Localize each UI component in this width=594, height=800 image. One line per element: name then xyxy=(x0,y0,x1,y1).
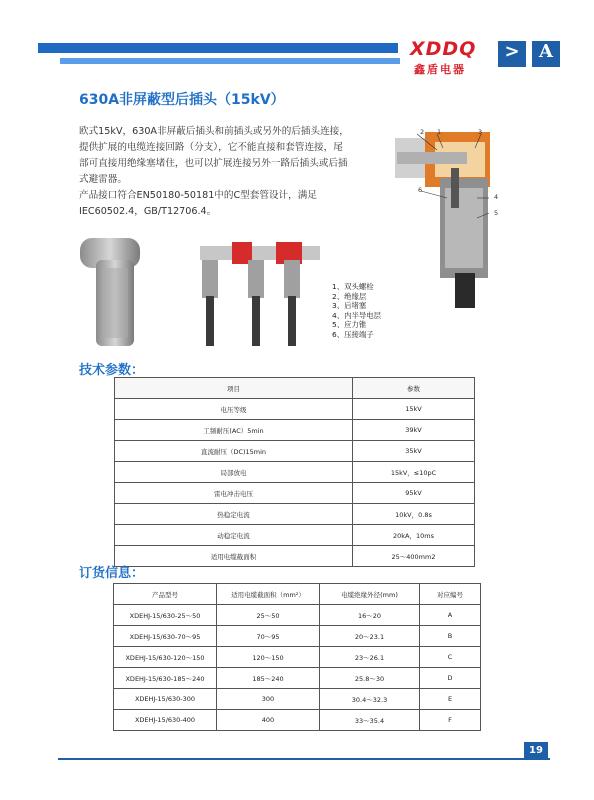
assembly-photo xyxy=(192,236,327,348)
cell: XDEHJ-15/630-185～240 xyxy=(114,668,217,689)
cell: 直流耐压（DC)15min xyxy=(115,441,353,462)
description-line: 产品接口符合EN50180-50181中的C型套管设计，满足 xyxy=(79,190,317,201)
callout-number: 2 xyxy=(420,128,425,136)
cell: 20～23.1 xyxy=(320,626,420,647)
cell: 120～150 xyxy=(217,647,320,668)
cell: XDEHJ-15/630-400 xyxy=(114,710,217,731)
cell: 23～26.1 xyxy=(320,647,420,668)
cell: 35kV xyxy=(353,441,475,462)
cell: 适用电缆截面积 xyxy=(115,546,353,567)
page-number: 19 xyxy=(524,742,548,760)
header-stripe xyxy=(38,43,398,53)
brand-name-cn: 鑫盾电器 xyxy=(414,63,466,76)
callout-number: 4 xyxy=(494,193,499,201)
column-header: 项目 xyxy=(115,378,353,399)
callout-number: 3 xyxy=(478,128,483,136)
tech-section-heading: 技术参数： xyxy=(79,363,145,378)
table-row xyxy=(114,668,481,689)
cell: 15kV，≤10pC xyxy=(353,462,475,483)
table-header-row xyxy=(114,584,481,605)
table-row xyxy=(115,483,475,504)
cell: 10kV，0.8s xyxy=(353,504,475,525)
cell: 25～50 xyxy=(217,605,320,626)
cell: 300 xyxy=(217,689,320,710)
cell: B xyxy=(420,626,481,647)
cell: 热稳定电流 xyxy=(115,504,353,525)
cell: 15kV xyxy=(353,399,475,420)
cell: D xyxy=(420,668,481,689)
cell: 20kA，10ms xyxy=(353,525,475,546)
header-stripe-secondary xyxy=(60,58,400,64)
brand-name: XDDQ xyxy=(410,38,477,60)
table-row xyxy=(114,689,481,710)
order-info-table xyxy=(113,583,481,731)
product-photo xyxy=(76,232,148,350)
cross-section-diagram xyxy=(385,118,495,308)
table-row xyxy=(114,626,481,647)
cell: XDEHJ-15/630-70～95 xyxy=(114,626,217,647)
cell: 400 xyxy=(217,710,320,731)
cell: 39kV xyxy=(353,420,475,441)
column-header: 对应编号 xyxy=(420,584,481,605)
cell: 95kV xyxy=(353,483,475,504)
cell: 25～400mm2 xyxy=(353,546,475,567)
table-row xyxy=(115,441,475,462)
table-row xyxy=(115,546,475,567)
cell: 工频耐压(AC）5min xyxy=(115,420,353,441)
cell: F xyxy=(420,710,481,731)
cell: C xyxy=(420,647,481,668)
cell: 雷电冲击电压 xyxy=(115,483,353,504)
table-row xyxy=(115,504,475,525)
column-header: 适用电缆截面积（mm²） xyxy=(217,584,320,605)
legend-item: 1、双头螺栓 xyxy=(332,282,374,291)
column-header: 电缆绝缘外径(mm) xyxy=(320,584,420,605)
cell: E xyxy=(420,689,481,710)
description-line: 式避雷器。 xyxy=(79,174,127,185)
cell: 70～95 xyxy=(217,626,320,647)
table-row xyxy=(115,525,475,546)
footer-line xyxy=(58,758,550,760)
section-letter-badge: A xyxy=(532,41,560,67)
callout-number: 5 xyxy=(494,209,499,217)
column-header: 产品型号 xyxy=(114,584,217,605)
order-section-heading: 订货信息： xyxy=(79,566,145,581)
cell: 185～240 xyxy=(217,668,320,689)
legend-item: 4、内半导电层 xyxy=(332,310,382,320)
description-line: 欧式15kV，630A非屏蔽后插头和前插头或另外的后插头连接， xyxy=(79,126,349,137)
table-header-row xyxy=(115,378,475,399)
tech-params-table xyxy=(114,377,475,567)
legend-item: 3、后堵塞 xyxy=(332,301,367,310)
cell: 电压等级 xyxy=(115,399,353,420)
column-header: 参数 xyxy=(353,378,475,399)
cell: 25.8～30 xyxy=(320,668,420,689)
cell: A xyxy=(420,605,481,626)
legend-item: 2、绝缘层 xyxy=(332,291,367,301)
callout-number: 1 xyxy=(437,128,442,136)
parts-legend xyxy=(332,282,381,339)
cell: 33～35.4 xyxy=(320,710,420,731)
product-description xyxy=(79,124,379,220)
description-line: IEC60502.4，GB/T12706.4。 xyxy=(79,206,217,217)
legend-item: 6、压接端子 xyxy=(332,329,374,339)
table-row xyxy=(114,605,481,626)
cell: XDEHJ-15/630-300 xyxy=(114,689,217,710)
description-line: 部可直接用绝缘塞堵住，也可以扩展连接另外一路后插头或后插 xyxy=(79,158,348,169)
page-title: 630A非屏蔽型后插头（15kV） xyxy=(79,92,285,108)
cell: XDEHJ-15/630-120～150 xyxy=(114,647,217,668)
next-arrow-button[interactable]: > xyxy=(498,41,526,67)
table-row xyxy=(115,420,475,441)
cell: 局部放电 xyxy=(115,462,353,483)
table-row xyxy=(115,399,475,420)
brand-logo xyxy=(408,38,488,78)
table-row xyxy=(114,710,481,731)
legend-item: 5、应力锥 xyxy=(332,320,367,329)
table-row xyxy=(114,647,481,668)
table-row xyxy=(115,462,475,483)
cell: XDEHJ-15/630-25～50 xyxy=(114,605,217,626)
cell: 16～20 xyxy=(320,605,420,626)
cell: 30.4～32.3 xyxy=(320,689,420,710)
description-line: 提供扩展的电缆连接回路（分支），它不能直接和套管连接，尾 xyxy=(79,142,343,153)
cell: 动稳定电流 xyxy=(115,525,353,546)
callout-number: 6 xyxy=(418,186,423,194)
